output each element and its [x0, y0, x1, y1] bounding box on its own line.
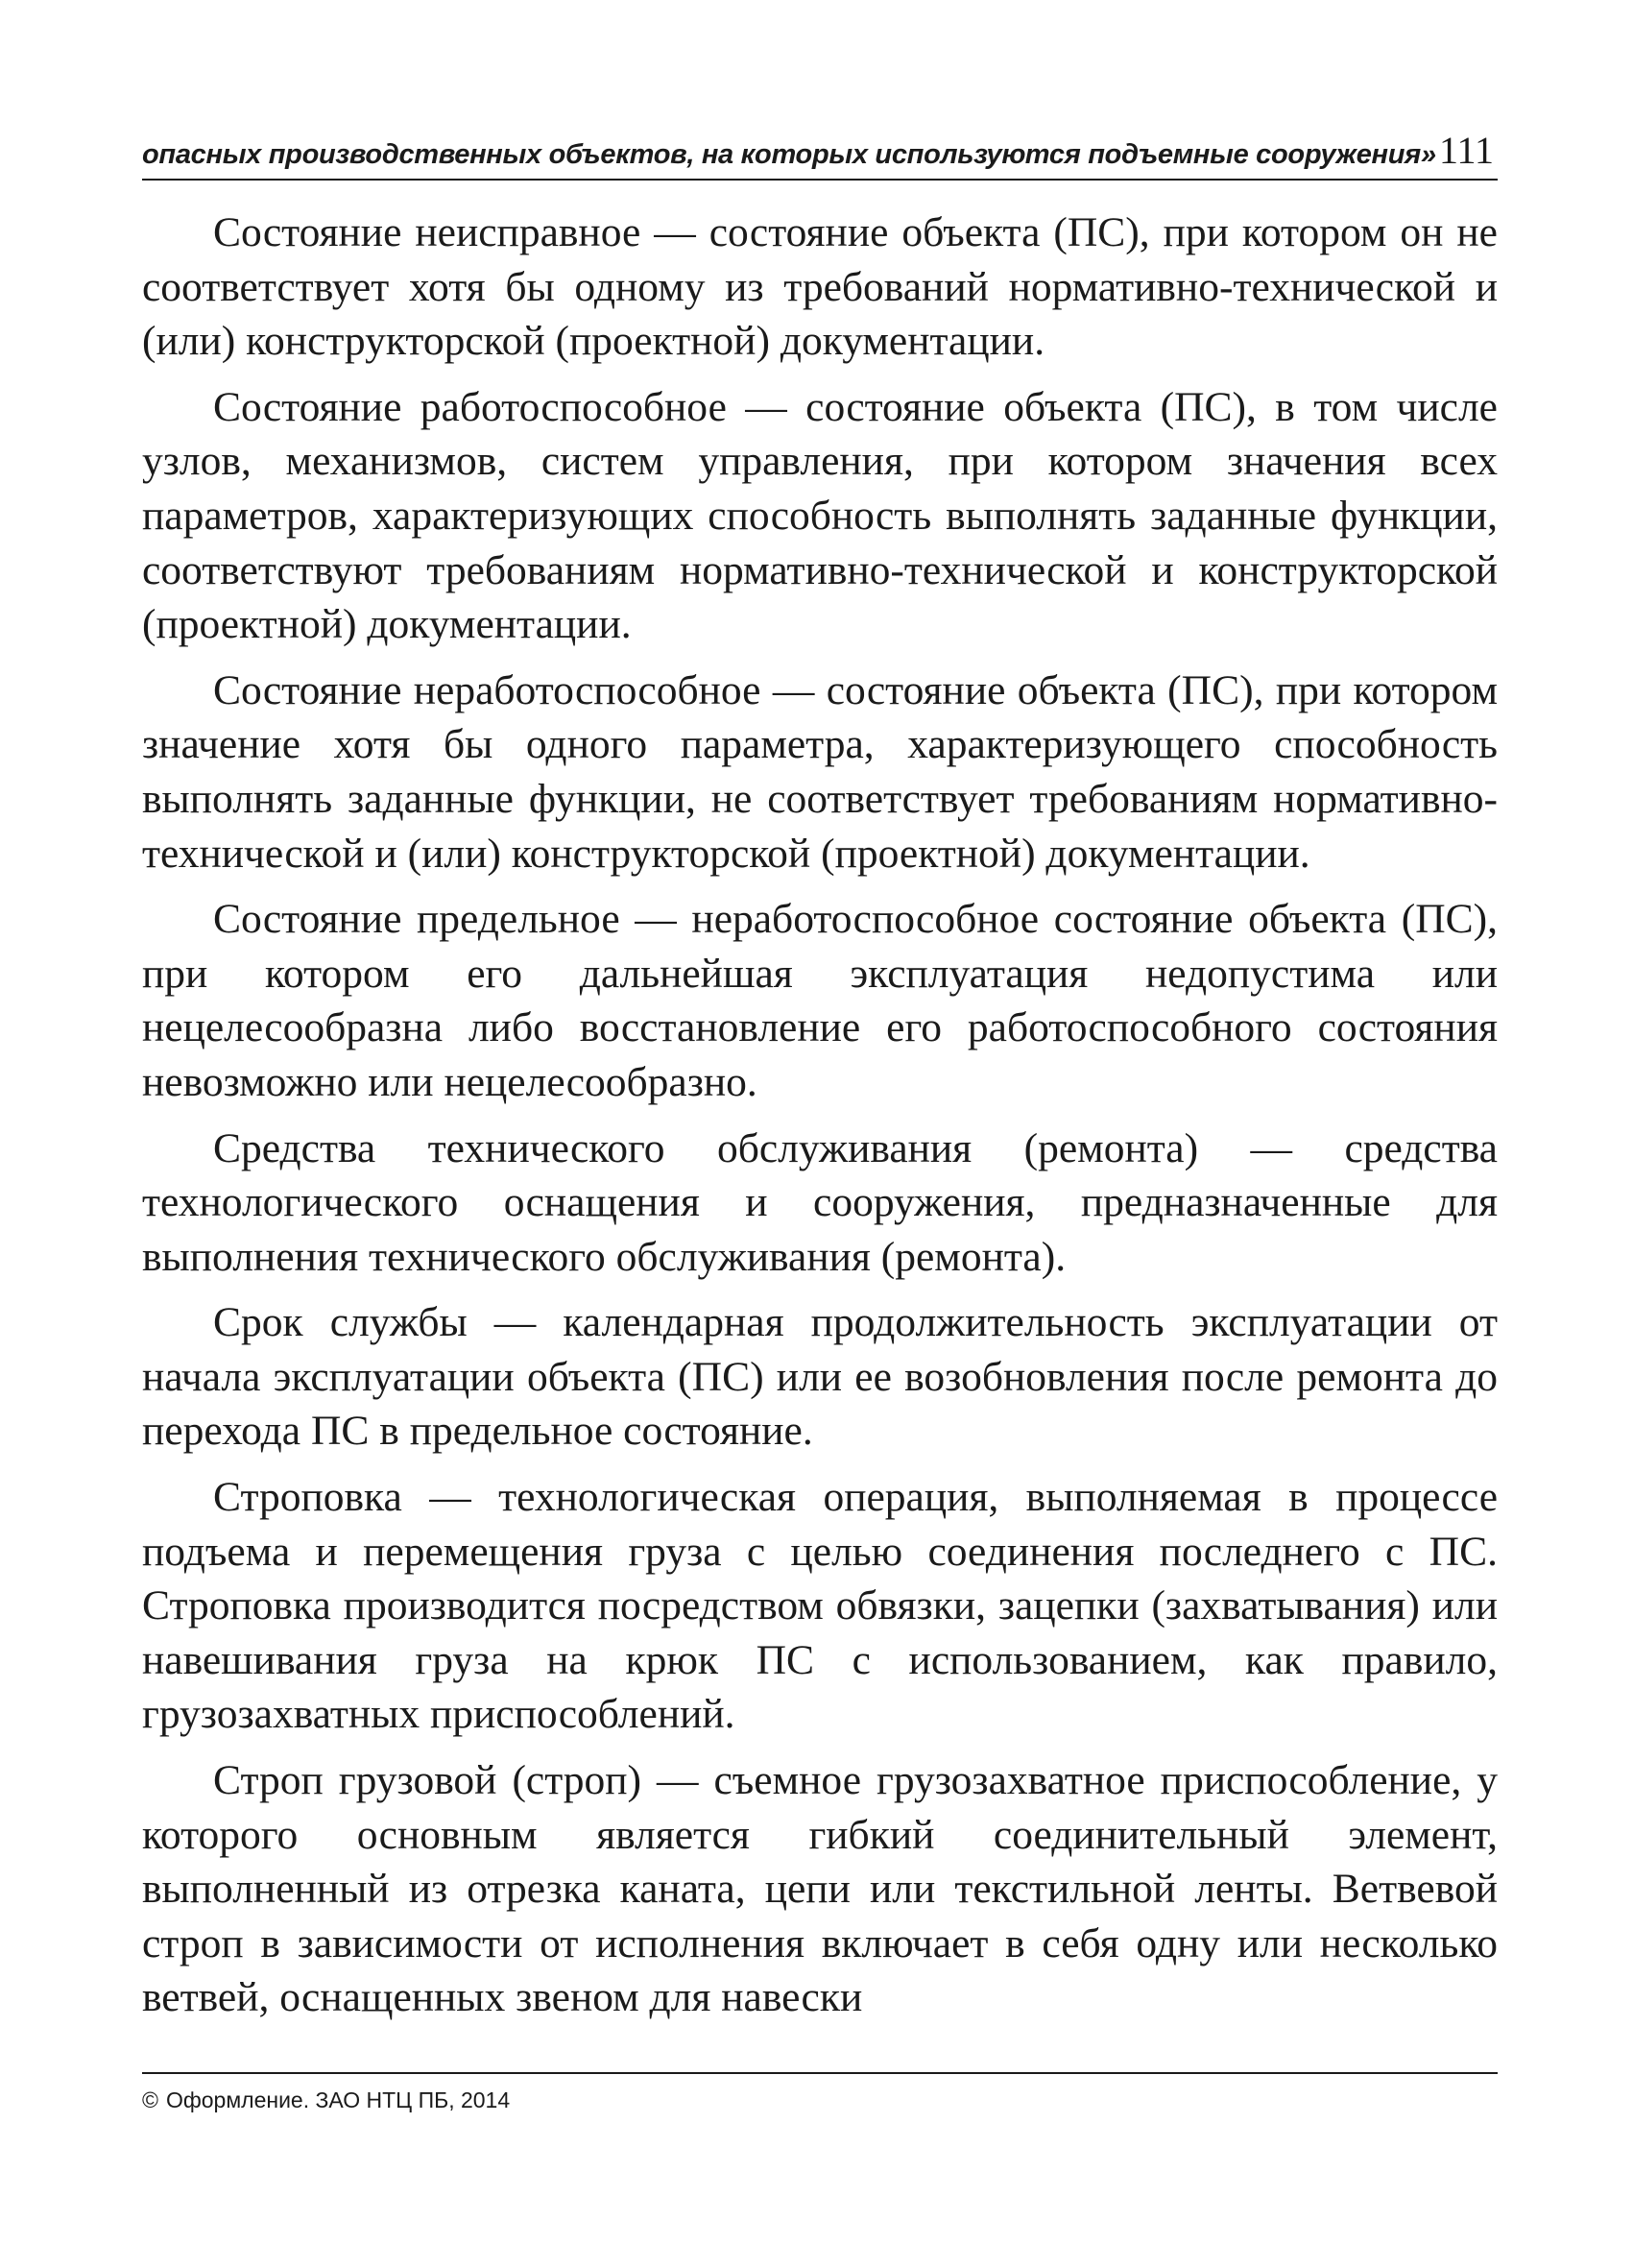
- paragraph-1: Состояние неисправное — состояние объекта (ПС), при котором он не соответствует хотя бы одному из требований нормативно-технической и (или) конструкторской (проектной) документации.: [142, 209, 1498, 365]
- page-number: 111: [1438, 129, 1494, 172]
- copyright-icon: ©: [142, 2087, 158, 2112]
- paragraph-8: Строп грузовой (строп) — съемное грузозахватное приспособление, у которого основным является гибкий соединительный элемент, выполненный из отрезка каната, цепи или текстильной ленты. Ветвевой строп в зависимости от исполнения включает в себя одну или несколько ветвей, оснащенных звеном для навески: [142, 1757, 1498, 2021]
- paragraph-5: Средства технического обслуживания (ремонта) — средства технологического оснащения и сооружения, предназначенные для выполнения технического обслуживания (ремонта).: [142, 1124, 1498, 1280]
- paragraph-3: Состояние неработоспособное — состояние объекта (ПС), при котором значение хотя бы одного параметра, характеризующего способность выполнять заданные функции, не соответствует требованиям нормативно-технической и (или) конструкторской (проектной) документации.: [142, 666, 1498, 877]
- paragraph-2: Состояние работоспособное — состояние объекта (ПС), в том числе узлов, механизмов, систем управления, при котором значения всех параметров, характеризующих способность выполнять заданные функции, соответствуют требованиям нормативно-технической и конструкторской (проектной) документации.: [142, 383, 1498, 648]
- running-header: [142, 125, 1498, 181]
- footer-copyright: [142, 2087, 510, 2113]
- paragraph-7: Строповка — технологическая операция, выполняемая в процессе подъема и перемещения груза с целью соединения последнего с ПС. Строповка производится посредством обвязки, зацепки (захватывания) или навешивания груза на крюк ПС с использованием, как правило, грузозахватных приспособлений.: [142, 1474, 1498, 1738]
- running-header-title: опасных производственных объектов, на которых используются подъемные сооружения»: [142, 139, 1436, 170]
- footer-divider: [142, 2072, 1498, 2074]
- paragraph-6: Срок службы — календарная продолжительность эксплуатации от начала эксплуатации объекта (ПС) или ее возобновления после ремонта до перехода ПС в предельное состояние.: [142, 1299, 1498, 1455]
- paragraph-4: Состояние предельное — неработоспособное состояние объекта (ПС), при котором его дальнейшая эксплуатация недопустима или нецелесообразна либо восстановление его работоспособного состояния невозможно или нецелесообразно.: [142, 896, 1498, 1105]
- footer-copyright-text: Оформление. ЗАО НТЦ ПБ, 2014: [165, 2087, 511, 2112]
- body-text: [142, 205, 1498, 2037]
